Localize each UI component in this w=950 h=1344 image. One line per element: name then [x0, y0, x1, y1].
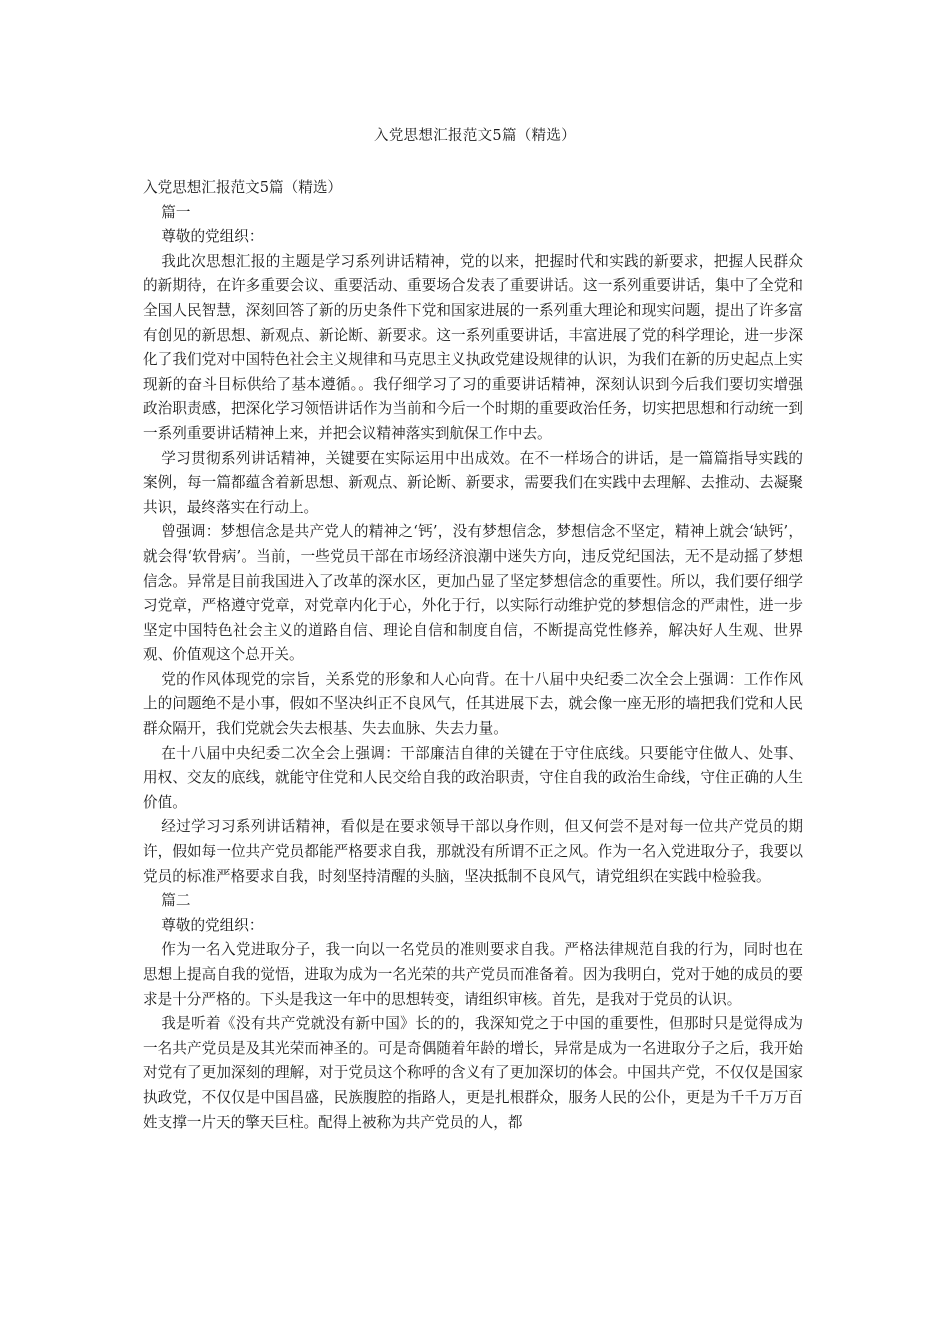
- body-paragraph: 学习贯彻系列讲话精神，关键要在实际运用中出成效。在不一样场合的讲话，是一篇篇指导实践的案例，每一篇都蕴含着新思想、新观点、新论断、新要求，需要我们在实践中去理解、去推动、去凝聚共识，最终落实在行动上。: [143, 449, 803, 516]
- body-paragraph: 我是听着《没有共产党就没有新中国》长的的，我深知党之于中国的重要性，但那时只是觉得成为一名共产党员是及其光荣而神圣的。可是奇偶随着年龄的增长，异常是成为一名进取分子之后，我开始对党有了更加深刻的理解，对于党员这个称呼的含义有了更加深切的体会。中国共产党，不仅仅是国家执政党，不仅仅是中国昌盛，民族腹腔的指路人，更是扎根群众，服务人民的公仆，更是为千千万万百姓支撑一片天的擎天巨柱。配得上被称为共产党员的人，都: [143, 1015, 803, 1131]
- document-body: [143, 176, 803, 1135]
- body-paragraph: 曾强调：梦想信念是共产党人的精神之‘钙’，没有梦想信念，梦想信念不坚定，精神上就会‘缺钙’，就会得‘软骨病’。当前，一些党员干部在市场经济浪潮中迷失方向，违反党纪国法，无不是动摇了梦想信念。异常是目前我国进入了改革的深水区，更加凸显了坚定梦想信念的重要性。所以，我们要仔细学习党章，严格遵守党章，对党章内化于心，外化于行，以实际行动维护党的梦想信念的严肃性，进一步坚定中国特色社会主义的道路自信、理论自信和制度自信，不断提高党性修养，解决好人生观、世界观、价值观这个总开关。: [143, 523, 803, 664]
- body-paragraph: 经过学习习系列讲话精神，看似是在要求领导干部以身作则，但又何尝不是对每一位共产党员的期许，假如每一位共产党员都能严格要求自我，那就没有所谓不正之风。作为一名入党进取分子，我要以党员的标准严格要求自我，时刻坚持清醒的头脑，坚决抵制不良风气，请党组织在实践中检验我。: [143, 818, 803, 885]
- body-paragraph: 在十八届中央纪委二次全会上强调：干部廉洁自律的关键在于守住底线。只要能守住做人、处事、用权、交友的底线，就能守住党和人民交给自我的政治职责，守住自我的政治生命线，守住正确的人生价值。: [143, 744, 803, 811]
- salutation: 尊敬的党组织：: [161, 916, 264, 934]
- section-heading: 篇一: [161, 203, 191, 221]
- body-paragraph: 作为一名入党进取分子，我一向以一名党员的准则要求自我。严格法律规范自我的行为，同时也在思想上提高自我的觉悟，进取为成为一名光荣的共产党员而准备着。因为我明白，党对于她的成员的要求是十分严格的。下头是我这一年中的思想转变，请组织审核。首先，是我对于党员的认识。: [143, 941, 803, 1008]
- document-subtitle: 入党思想汇报范文5篇（精选）: [143, 179, 343, 196]
- section-heading: 篇二: [161, 892, 191, 910]
- body-paragraph: 党的作风体现党的宗旨，关系党的形象和人心向背。在十八届中央纪委二次全会上强调：工作作风上的问题绝不是小事，假如不坚决纠正不良风气，任其进展下去，就会像一座无形的墙把我们党和人民群众隔开，我们党就会失去根基、失去血脉、失去力量。: [143, 670, 803, 738]
- document-title: 入党思想汇报范文5篇（精选）: [374, 128, 576, 144]
- body-paragraph: 我此次思想汇报的主题是学习系列讲话精神，党的以来，把握时代和实践的新要求，把握人民群众的新期待，在许多重要会议、重要活动、重要场合发表了重要讲话。这一系列重要讲话，集中了全党和全国人民智慧，深刻回答了新的历史条件下党和国家进展的一系列重大理论和现实问题，提出了许多富有创见的新思想、新观点、新论断、新要求。这一系列重要讲话，丰富进展了党的科学理论，进一步深化了我们党对中国特色社会主义规律和马克思主义执政党建设规律的认识，为我们在新的历史起点上实现新的奋斗目标供给了基本遵循。。我仔细学习了习的重要讲话精神，深刻认识到今后我们要切实增强政治职责感，把深化学习领悟讲话作为当前和今后一个时期的重要政治任务，切实把思想和行动统一到一系列重要讲话精神上来，并把会议精神落实到航保工作中去。: [143, 252, 803, 442]
- salutation: 尊敬的党组织：: [161, 228, 264, 246]
